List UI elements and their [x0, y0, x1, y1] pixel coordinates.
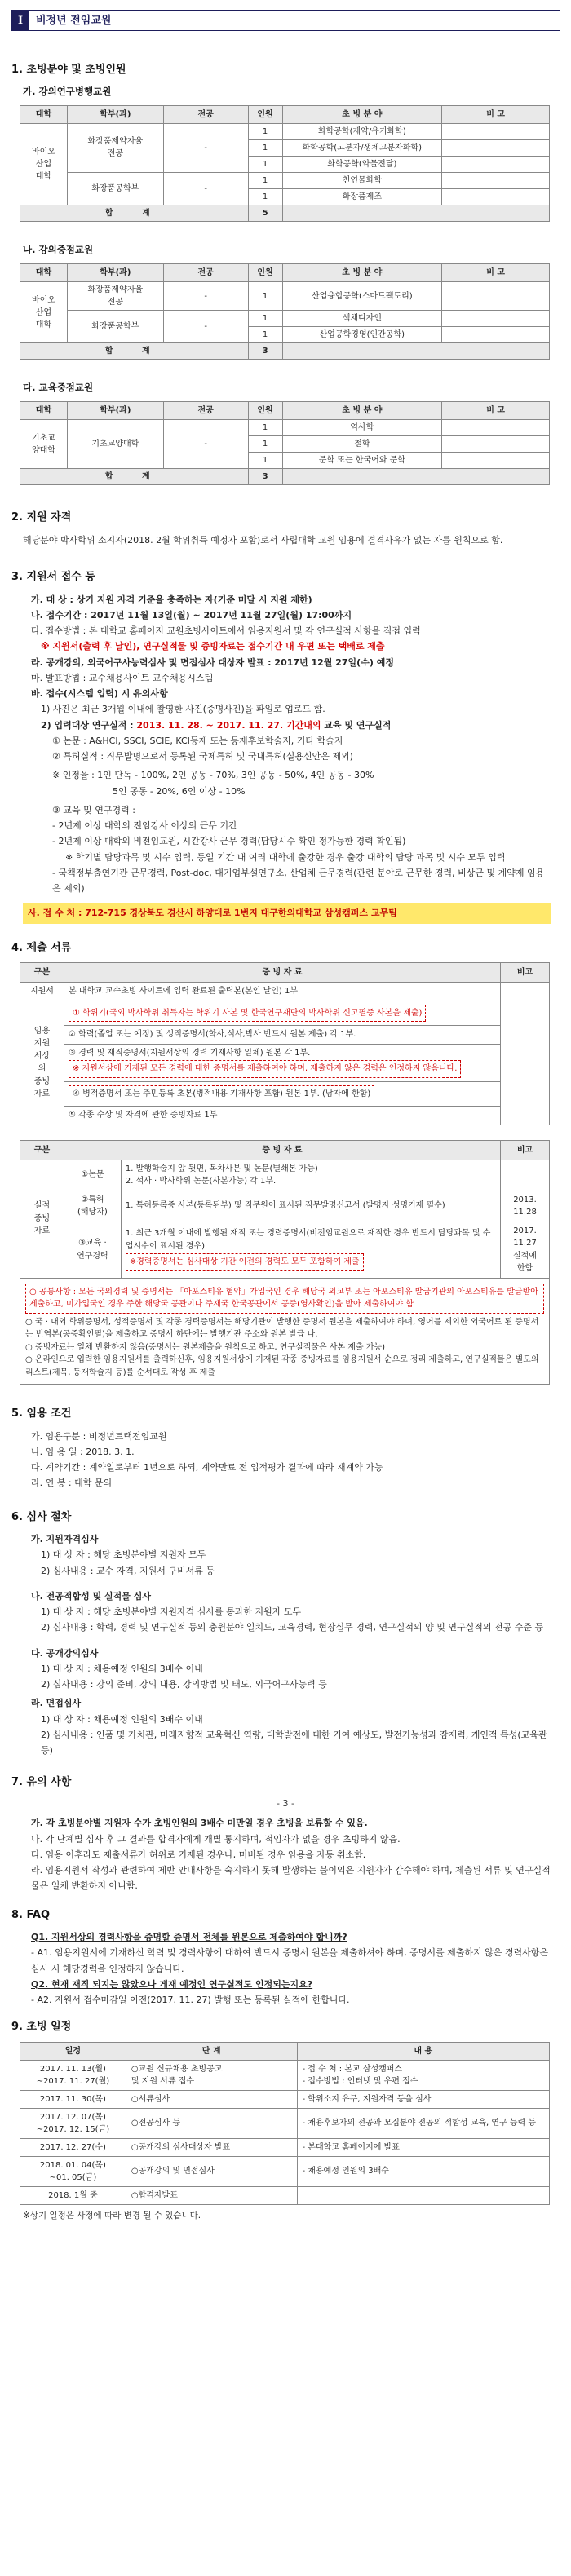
s3-caution-period: 2) 입력대상 연구실적 : 2013. 11. 28. ~ 2017. 11. 27. 기간내의 교육 및 연구실적 [41, 719, 392, 731]
cell-count: 1 [248, 311, 282, 327]
section-title: 비정년 전임교원 [36, 14, 112, 27]
note-original: ○ 국 · 내외 학위증명서, 성적증명서 및 각종 경력증명서는 해당기관이 발행한 증명서 원본을 제출하여야 하며, 영어를 제외한 외국어로 된 증명서는 번역본(공증확인필)을 제출하고 증명서 하단에는 발행기관 주소와 원본 발급 나. [25, 1317, 539, 1339]
cell-count: 1 [248, 327, 282, 343]
s1b-title: 나. 강의중점교원 [23, 243, 94, 255]
cell-college: 기초교 양대학 [20, 420, 68, 469]
s6-d: 라. 면접심사 [31, 1698, 82, 1709]
col-step: 단 계 [126, 2042, 297, 2060]
cell-dept: 화장품제약자율 전공 [67, 123, 163, 172]
cell-dept: 화장품공학부 [67, 172, 163, 205]
s9-title: 9. 초빙 일정 [11, 2021, 72, 2034]
doc-career: ③ 경력 및 재직증명서(지원서상의 경력 기재사항 일체) 원본 각 1부. ※ 지원서상에 기재된 모든 경력에 대한 증명서를 제출하여야 하며, 제출하지 않은 경력은 인정하지 않음니다. [64, 1044, 500, 1081]
total-label: 합 계 [20, 343, 249, 360]
col-date: 일정 [20, 2042, 126, 2060]
cell-count: 1 [248, 420, 282, 436]
s3-ratio-2: 5인 공동 - 20%, 6인 이상 - 10% [113, 785, 246, 797]
cell-note [442, 188, 550, 205]
cell-desc: - 채용예정 인원의 3배수 [297, 2156, 550, 2186]
cell-field: 산업융합공학(스마트팩토리) [282, 282, 442, 311]
cell-date: 2018. 01. 04(목) ~01. 05(금) [20, 2156, 126, 2186]
cell-count: 1 [248, 282, 282, 311]
cell-count: 1 [248, 156, 282, 172]
cell-desc: - 학위소지 유무, 지원자격 등을 심사 [297, 2090, 550, 2108]
s7-title: 7. 유의 사항 [11, 1776, 72, 1789]
cell-field: 색채디자인 [282, 311, 442, 327]
cell-teaching-desc: 1. 최근 3개월 이내에 발행된 재직 또는 경력증명서(비전임교원으로 재직한 경우 반드시 담당과목 및 수업시수이 표시된 경우) ※경력증명서는 심사대상 기간 이전의 경력도 모두 포함하여 제출 [121, 1222, 500, 1278]
cell-note [442, 436, 550, 453]
cell-major: - [163, 282, 248, 311]
teaching-focus-table [20, 263, 550, 360]
cell-desc: - 채용후보자의 전공과 모집분야 전공의 적합성 교육, 연구 능력 등 [297, 2108, 550, 2138]
cell-field: 산업공학경영(인간공학) [282, 327, 442, 343]
cell-desc: - 본대학교 홈페이지에 발표 [297, 2138, 550, 2156]
s2-body [23, 532, 551, 548]
documents-notes [20, 1278, 550, 1385]
s6-a: 가. 지원자격심사 [31, 1534, 99, 1544]
s5-date: 나. 임 용 일 : 2018. 3. 1. [31, 1446, 135, 1457]
cell-field: 역사학 [282, 420, 442, 436]
s5-salary: 라. 연 봉 : 대학 문의 [31, 1478, 113, 1489]
note-online: ○ 온라인으로 입력한 임용지원서를 출력하신후, 임용지원서상에 기재된 각종 증빙자료를 임용지원서 순으로 정리 제출하고, 연구실적물은 별도의 리스트(제목, 등재학술지 등)를 순서대로 작성 후 제출 [25, 1355, 539, 1377]
cell-field: 화학공학(약물전달) [282, 156, 442, 172]
col-type: 구분 [20, 963, 64, 983]
s5-contract: 다. 계약기간 : 계약일로부터 1년으로 하되, 계약만료 전 업적평가 결과에 따라 재계약 가능 [31, 1462, 383, 1473]
s1c-title: 다. 교육중점교원 [23, 382, 94, 393]
col-major: 전공 [163, 402, 248, 420]
cell-desc [297, 2186, 550, 2204]
total-value: 5 [248, 205, 282, 221]
cell-teaching: ③교육 · 연구경력 [64, 1222, 121, 1278]
cell-patent: ②특허 (해당자) [64, 1191, 121, 1222]
s3-career-4: - 국책정부출연기관 근무경력, Post-doc, 대기업부설연구소, 산업체 근무경력(관련 분야로 근무한 경력, 비상근 및 계약제 임용은 제외) [52, 867, 545, 894]
s3-career-1: - 2년제 이상 대학의 전임강사 이상의 근무 기간 [52, 820, 237, 831]
faq-q1: Q1. 지원서상의 경력사항을 증명할 증명서 전체를 원본으로 제출하여야 합니까? [31, 1932, 347, 1942]
cell-note [442, 311, 550, 327]
cell-dept: 기초교양대학 [67, 420, 163, 469]
s3-announce: 라. 공개강의, 외국어구사능력심사 및 면접심사 대상자 발표 : 2017년 12월 27일(수) 예정 [31, 656, 394, 668]
cell-paper: ①논문 [64, 1160, 121, 1191]
cell-count: 1 [248, 139, 282, 156]
cell-note [442, 420, 550, 436]
s3-method-note: ※ 지원서(출력 후 날인), 연구실적물 및 증빙자료는 접수기간 내 우편 또는 택배로 제출 [41, 641, 385, 652]
cell-application-desc: 본 대학교 교수초빙 사이트에 입력 완료된 출력본(본인 날인) 1부 [64, 983, 500, 1001]
schedule-table [20, 2042, 550, 2205]
faq-a2: - A2. 지원서 접수마감일 이전(2017. 11. 27) 발행 또는 등록된 실적에 한합니다. [31, 1995, 350, 2005]
cell-note [442, 156, 550, 172]
col-count: 인원 [248, 402, 282, 420]
cell-period-start: 2013. 11.28 [501, 1191, 550, 1222]
cell-major: - [163, 172, 248, 205]
col-note: 비 고 [442, 105, 550, 123]
cell-patent-desc: 1. 특허등록증 사본(등록된부) 및 직무원이 표시된 직무발명신고서 (발명자 성명기재 필수) [121, 1191, 500, 1222]
col-type: 구분 [20, 1140, 64, 1160]
cell-date: 2017. 11. 30(목) [20, 2090, 126, 2108]
total-label: 합 계 [20, 205, 249, 221]
cell-field: 문학 또는 한국어와 문학 [282, 453, 442, 469]
cell-major: - [163, 311, 248, 343]
cell-step: ○교원 신규채용 초빙공고 및 지원 서류 접수 [126, 2060, 297, 2090]
cell-desc: - 접 수 처 : 본교 삼성캠퍼스 - 접수방법 : 인터넷 및 우편 접수 [297, 2060, 550, 2090]
performance-table [20, 1140, 550, 1385]
col-college: 대학 [20, 402, 68, 420]
page-number: - 3 - [277, 1797, 294, 1809]
col-note: 비 고 [442, 402, 550, 420]
s2-text: 해당분야 박사학위 소지자(2018. 2월 학위취득 예정자 포함)로서 사립대학 교원 임용에 결격사유가 없는 자를 원칙으로 함. [23, 534, 503, 546]
col-evidence: 증 빙 자 료 [64, 963, 500, 983]
schedule-note: ※상기 일정은 사정에 따라 변경 될 수 있습니다. [23, 2210, 201, 2220]
s3-career-2: - 2년제 이상 대학의 비전임교원, 시간강사 근무 경력(담당시수 확인 정가능한 경력 확인됨) [52, 836, 406, 847]
cell-field: 화장품제조 [282, 188, 442, 205]
s5-title: 5. 임용 조건 [11, 1407, 72, 1420]
col-desc: 내 용 [297, 2042, 550, 2060]
col-field: 초 빙 분 야 [282, 264, 442, 282]
cell-college: 바이오 산업 대학 [20, 282, 68, 343]
s7-b: 나. 각 단계별 심사 후 그 결과를 합격자에게 개별 통지하며, 적임자가 없을 경우 초빙하지 않음. [31, 1833, 401, 1845]
cell-major: - [163, 123, 248, 172]
col-field: 초 빙 분 야 [282, 105, 442, 123]
doc-military: ④ 병적증명서 또는 주민등록 초본(병적내용 기재사항 포함) 원본 1부. (남자에 한함) [64, 1081, 500, 1107]
s6-title: 6. 심사 절차 [11, 1510, 72, 1523]
cell-dept: 화장품공학부 [67, 311, 163, 343]
s5-body [23, 1429, 551, 1491]
total-label: 합 계 [20, 469, 249, 485]
s3-ratio: ※ 인정율 : 1인 단독 - 100%, 2인 공동 - 70%, 3인 공동 - 50%, 4인 공동 - 30% [52, 770, 374, 781]
s8-body [23, 1929, 551, 2008]
col-note: 비고 [501, 1140, 550, 1160]
col-note: 비고 [501, 963, 550, 983]
cell-step: ○서류심사 [126, 2090, 297, 2108]
s1a-title: 가. 강의연구병행교원 [23, 85, 112, 97]
col-evidence: 증 빙 자 료 [64, 1140, 500, 1160]
s3-method: 다. 접수방법 : 본 대학교 홈페이지 교원초빙사이트에서 임용지원서 및 각 연구실적 사항을 직접 입력 [31, 625, 421, 636]
s1-title: 1. 초빙분야 및 초빙인원 [11, 64, 126, 76]
cell-field: 철학 [282, 436, 442, 453]
s7-body [23, 1815, 551, 1893]
total-value: 3 [248, 343, 282, 360]
documents-table [20, 962, 550, 1125]
cell-date: 2017. 12. 07(목) ~2017. 12. 15(금) [20, 2108, 126, 2138]
cell-paper-desc: 1. 발행학술지 앞 뒷면, 목차사본 및 논문(별쇄본 가능) 2. 석사 · 박사학위 논문(사본가능) 각 1부. [121, 1160, 500, 1191]
s3-career: ③ 교육 및 연구경력 : [52, 804, 135, 815]
cell-date: 2018. 1월 중 [20, 2186, 126, 2204]
col-dept: 학부(과) [67, 105, 163, 123]
cell-field: 화학공학(제약/유기화학) [282, 123, 442, 139]
faq-a1: - A1. 임용지원서에 기재하신 학력 및 경력사항에 대하여 반드시 증명서 원본을 제출하셔야 하며, 증명서를 제출하지 않은 경력사항은 심사 시 해당경력을 인정하지 않습니다. [31, 1947, 548, 1974]
cell-step: ○공개강의 및 면접심사 [126, 2156, 297, 2186]
cell-step: ○전공심사 등 [126, 2108, 297, 2138]
cell-period-end: 2017. 11.27 실적에 한함 [501, 1222, 550, 1278]
cell-college: 바이오 산업 대학 [20, 123, 68, 205]
teaching-research-table [20, 105, 550, 222]
col-count: 인원 [248, 264, 282, 282]
cell-dept: 화장품제약자율 전공 [67, 282, 163, 311]
col-dept: 학부(과) [67, 264, 163, 282]
note-common: ○ 공통사항 : 모든 국외경력 및 증명서는 「아포스티유 협약」가입국인 경우 해당국 외교부 또는 아포스티유 발급기관의 아포스티유를 발급받아 제출하고, 미가입국인 경우 주한 해당국 공관이나 주재국 한국공관에서 공증(영사확인)을 받아 제출하여야 함 [25, 1284, 544, 1314]
s3-title: 3. 지원서 접수 등 [11, 571, 95, 583]
col-count: 인원 [248, 105, 282, 123]
col-college: 대학 [20, 264, 68, 282]
col-college: 대학 [20, 105, 68, 123]
cell-count: 1 [248, 436, 282, 453]
s3-career-3: ※ 학기별 담당과목 및 시수 입력, 동일 기간 내 여러 대학에 출강한 경우 출강 대학의 담당 과목 및 시수 모두 입력 [65, 851, 506, 863]
cell-note [442, 172, 550, 188]
cell-count: 1 [248, 123, 282, 139]
faq-q2: Q2. 현재 재직 되지는 않았으나 게재 예정인 연구실적도 인정되는지요? [31, 1978, 313, 1990]
col-field: 초 빙 분 야 [282, 402, 442, 420]
section-header-bar [11, 10, 560, 31]
cell-note [442, 282, 550, 311]
doc-degree: ① 학위기(국외 박사학위 취득자는 학위기 사본 및 한국연구재단의 박사학위 신고필증 사본을 제출) [64, 1001, 500, 1026]
s3-caution-photo: 1) 사진은 최근 3개월 이내에 촬영한 사진(증명사진)을 파일로 업로드 함. [41, 704, 325, 715]
s3-papers: ① 논문 : A&HCI, SSCI, SCIE, KCI등재 또는 등재후보학술지, 기타 학술지 [52, 735, 343, 746]
s7-d: 라. 임용지원서 작성과 관련하여 제반 안내사항을 숙지하지 못해 발생하는 불이익은 지원자가 감수해야 하며, 제출된 서류 및 연구실적물은 일체 반환하지 아니함. [31, 1865, 551, 1892]
cell-count: 1 [248, 453, 282, 469]
s8-title: 8. FAQ [11, 1908, 51, 1921]
cell-field: 화학공학(고분자/생체고분자화학) [282, 139, 442, 156]
s3-patents: ② 특허실적 : 직무발명으로서 등록된 국제특허 및 국내특허(실용신안은 제외) [52, 751, 353, 762]
doc-transcript: ② 학력(졸업 또는 예정) 및 성적증명서(학사,석사,박사 반드시 원본 제출) 각 1부. [64, 1026, 500, 1045]
cell-date: 2017. 11. 13(월) ~2017. 11. 27(월) [20, 2060, 126, 2090]
cell-major: - [163, 420, 248, 469]
s3-caution: 바. 접수(시스템 입력) 시 유의사항 [31, 688, 168, 699]
cell-count: 1 [248, 188, 282, 205]
s6-body: 가. 지원자격심사 1) 대 상 자 : 해당 초빙분야별 지원자 모두 2) 심사내용 : 교수 자격, 지원서 구비서류 등 나. 전공적합성 및 실적물 심사 1) 대 상 자 : 해당 초빙분야별 지원자격 심사를 통과한 지원자 모두 2) 심사내용 : 학력, 경력 및 연구실적 등의 충원분야 일치도, 교육경력, 현장실무 경력, 연구실적의 양 및 연구실적의 전공 수준 등 다. 공개강의심사 1) 대 상 자 : 채용예정 인원의 3배수 이내 2) 심사내용 : 강의 준비, 강의 내용, 강의방법 및 태도, 외국어구사능력 등 라. 면접심사 1) 대 상 자 : 채용예정 인원의 3배수 이내 2) 심사내용 : 인품 및 가치관, 미래지향적 교육혁신 역량, 대학발전에 대한 기여 예상도, 발전가능성과 잠재력, 개인적 특성(교육관 등) [23, 1531, 551, 1758]
s2-title: 2. 지원 자격 [11, 511, 72, 524]
s7-a: 가. 각 초빙분야별 지원자 수가 초빙인원의 3배수 미만일 경우 초빙을 보류할 수 있음. [31, 1818, 368, 1829]
cell-note [442, 123, 550, 139]
cell-field: 천연물화학 [282, 172, 442, 188]
cell-note [442, 327, 550, 343]
col-major: 전공 [163, 264, 248, 282]
col-dept: 학부(과) [67, 402, 163, 420]
section-number: I [11, 11, 29, 30]
cell-count: 1 [248, 172, 282, 188]
s6-b: 나. 전공적합성 및 실적물 심사 [31, 1590, 152, 1602]
s5-type: 가. 임용구분 : 비정년트랙전임교원 [31, 1430, 167, 1442]
s3-target: 가. 대 상 : 상기 지원 자격 기준을 충족하는 자(기준 미달 시 지원 제한) [31, 594, 312, 605]
doc-awards: ⑤ 각종 수상 및 자격에 관한 증빙자료 1부 [64, 1107, 500, 1125]
education-focus-table [20, 401, 550, 485]
col-note: 비 고 [442, 264, 550, 282]
cell-performance: 실적 증빙 자료 [20, 1160, 64, 1278]
s6-c: 다. 공개강의심사 [31, 1647, 99, 1659]
cell-date: 2017. 12. 27(수) [20, 2138, 126, 2156]
cell-note [442, 453, 550, 469]
cell-application: 지원서 [20, 983, 64, 1001]
note-return: ○ 증빙자료는 일체 반환하지 않음(증명서는 원본제출을 원칙으로 하고, 연구실적물은 사본 제출 가능) [25, 1342, 386, 1352]
s3-period: 나. 접수기간 : 2017년 11월 13일(월) ~ 2017년 11월 27일(월) 17:00까지 [31, 609, 352, 621]
s4-title: 4. 제출 서류 [11, 941, 72, 954]
cell-evidence-type: 임용 지원 서상 의 증빙 자료 [20, 1001, 64, 1125]
total-value: 3 [248, 469, 282, 485]
s3-body [23, 592, 551, 924]
s3-address-bar: 사. 접 수 처 : 712-715 경상북도 경산시 하양대로 1번지 대구한의대학교 삼성캠퍼스 교무팀 [23, 903, 551, 923]
cell-step: ○공개강의 심사대상자 발표 [126, 2138, 297, 2156]
s3-announce-method: 마. 발표방법 : 교수채용사이트 교수채용시스템 [31, 672, 214, 683]
cell-step: ○합격자발표 [126, 2186, 297, 2204]
s7-c: 다. 임용 이후라도 제출서류가 허위로 기재된 경우나, 미비된 경우 임용을 자동 취소함. [31, 1849, 366, 1860]
col-major: 전공 [163, 105, 248, 123]
cell-note [442, 139, 550, 156]
